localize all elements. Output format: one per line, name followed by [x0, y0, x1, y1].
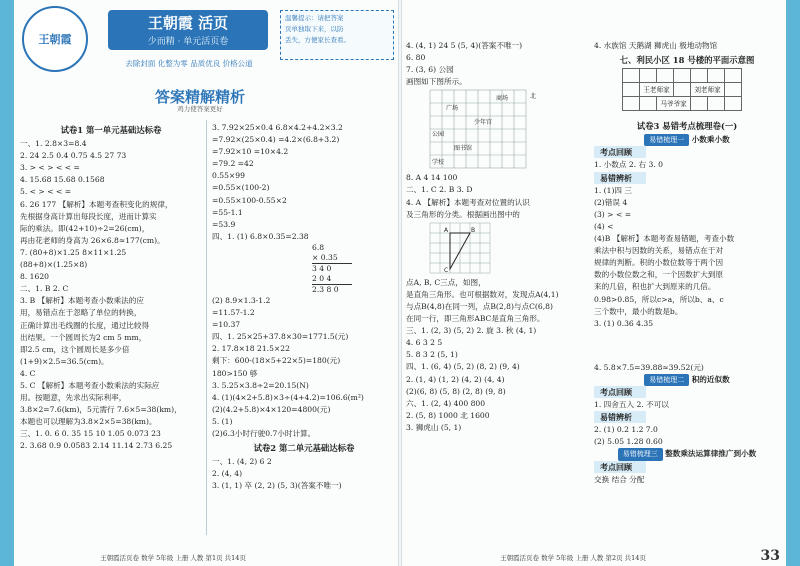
answer-line: 四、1. 25×25+37.8×30=1771.5(元) [212, 332, 349, 342]
answer-line: =10.37 [212, 320, 241, 330]
answer-line: 二、1. B 2. C [20, 284, 69, 294]
answer-line: 2. (1, 4) (1, 2) (4, 2) (4, 4) [406, 374, 505, 384]
answer-line: 3. 7.92×25×0.4 6.8×4.2+4.2×3.2 [212, 123, 343, 132]
grid-label: 图书馆 [454, 145, 473, 153]
answer-line: 二、1. C 2. B 3. D [406, 185, 473, 195]
test-title: 试卷2 第二单元基础达标卷 [253, 443, 355, 454]
answer-line: (88+8)×(1.25×8) [20, 260, 88, 270]
answer-line: 8. 1620 [20, 272, 49, 282]
answer-line: 四、1. (6, 4) (5, 2) (8, 2) (9, 4) [406, 362, 520, 372]
answer-line: 7. (3, 6) 公园 [406, 65, 454, 75]
main-title: 答案精解精析 [154, 88, 245, 106]
footer-right: 王朝霞活页卷 数学 5年级 上册 人教 第2页 共14页 [500, 554, 646, 562]
section-tag: 易错梳理一 [644, 134, 689, 146]
answer-line: 8. A 4 14 100 [406, 173, 458, 183]
brand-subtitle: 少而精 · 单元活页卷 [147, 37, 229, 47]
column-divider [206, 120, 207, 535]
answer-line: =0.55×100-0.55×2 [212, 195, 287, 205]
brand-logo: 王朝霞 [22, 6, 88, 72]
answer-line: =53.9 [212, 219, 236, 229]
room-label: 刘老师家 [691, 83, 725, 97]
answer-line: 6. 26 177 【解析】本题考查积变化的规律， [20, 199, 173, 209]
brand-slogan: 去除封面 化整为零 品质优良 价格公道 [125, 59, 253, 68]
header [18, 4, 388, 68]
answer-line: (4)B 【解析】本题考查易错题，考查小数 [594, 234, 735, 244]
answer-line: 2. 3.68 0.9 0.0583 2.14 11.14 2.73 6.25 [20, 441, 173, 451]
grid-label: 广场 [446, 105, 459, 113]
analysis-heading: 易错辨析 [594, 411, 646, 423]
answer-line: 5. C 【解析】本题考查小数乘法的实际应 [20, 380, 160, 390]
coordinate-grid [406, 88, 590, 172]
answer-line: =7.92×10 =10×4.2 [212, 147, 289, 157]
answer-line: 6. 80 [406, 53, 426, 63]
review-heading: 考点回顾 [594, 461, 646, 473]
answer-line: 3. 狮虎山 (5, 1) [406, 422, 462, 432]
answers-column-3 [406, 40, 590, 434]
grid-label: 学校 [432, 159, 445, 167]
answer-line: (2)6.3小时行驶0.7小时计算。 [212, 428, 316, 438]
answer-line: 1. (1)四 三 [594, 185, 633, 195]
answer-line: 正确计算出毛线圈的长度，通过比较得 [20, 320, 150, 330]
north-label: 北 [530, 93, 537, 101]
test-title: 试卷3 易错考点梳理卷(一) [636, 121, 738, 132]
answer-line: 1. 四舍五入 2. 不可以 [594, 400, 669, 410]
answer-line: 4. C [20, 368, 36, 378]
section-tag: 易错梳理三 [618, 448, 663, 460]
answer-line: =7.92×(25×0.4) =4.2×(6.8+3.2) [212, 135, 340, 145]
answer-line: 4. 6 3 2 5 [406, 338, 443, 348]
answer-line: 用，易错点在于忽略了单位的转换， [20, 308, 142, 318]
answer-line: 180>150 够 [212, 368, 258, 378]
answer-line: (3) > < = [594, 209, 632, 219]
review-heading: 考点回顾 [594, 146, 646, 158]
answer-line: 出结果。一个圆周长为2 cm 5 mm， [20, 332, 147, 342]
answer-line: 交换 结合 分配 [594, 474, 645, 484]
grid-label: 少年宫 [474, 119, 493, 127]
answer-line: 规律的判断。积的小数位数等于两个因 [594, 258, 724, 268]
answer-line: 六、1. (2, 4) 400 800 [406, 398, 486, 408]
answer-line: 本题也可以理解为3.8×2×5=38(km)。 [20, 417, 157, 427]
vertex-label: B [471, 226, 476, 234]
answer-line: 4. 15.68 15.68 0.1568 [20, 175, 105, 185]
vertical-calculation: 6.8 × 0.35 3 4 0 2 0 4 2.3 8 0 [212, 243, 396, 295]
answer-line: 2. 17.8×18 21.5×22 [212, 344, 290, 354]
answer-line: 3.8×2=7.6(km)，5元需行 7.6×5=38(km)， [20, 405, 182, 415]
answer-line: 3. 5.25×3.8÷2=20.15(N) [212, 380, 309, 390]
answer-line: 即2.5 cm，这个圆周长是多少倍 [20, 344, 130, 354]
answer-line: 0.55×99 [212, 171, 245, 181]
answer-line: 3. B 【解析】本题考查小数乘法的应 [20, 296, 144, 306]
triangle-figure [406, 221, 590, 277]
answer-line: 2. (5, 8) 1000 北 1600 [406, 410, 490, 420]
answer-line: 4. 水族馆 天鹅湖 狮虎山 极地动物馆 [594, 41, 718, 50]
answer-line: 在同一行，即三角形ABC是直角三角形。 [406, 314, 545, 324]
answer-line: 2. 24 2.5 0.4 0.75 4.5 27 73 [20, 151, 127, 161]
tagline: 鸡力使答案更好 [177, 105, 223, 113]
answer-line: 与点B(4,8)在同一列，点B(2,8)与点C(6,8) [406, 301, 553, 311]
answer-line: (2)错误 4 [594, 197, 628, 207]
answer-line: 先根据身高计算出每段长度，进而计算实 [20, 211, 157, 221]
answer-line: 5. (1) [212, 416, 233, 426]
answer-line: 一、1. 2.8×3=8.4 [20, 139, 87, 149]
answer-line: 4. (1)(4×2+5.8)×3÷(4+4.2)=106.6(m²) [212, 392, 364, 402]
answer-line: 7. (80+8)×1.25 8×11×1.25 [20, 247, 127, 257]
answers-column-4 [594, 40, 780, 486]
answer-line: (4) < [594, 221, 614, 231]
answer-line: 来的几倍，积也扩大到原来的几倍。 [594, 282, 716, 292]
answer-line: 三、1. 0. 6 0. 35 15 10 1.05 0.073 23 [20, 429, 161, 439]
grid-svg [428, 88, 538, 172]
right-page [400, 0, 800, 566]
answer-line: (2) 5.05 1.28 0.60 [594, 437, 663, 447]
footer-left: 王朝霞活页卷 数学 5年级 上册 人教 第1页 共14页 [100, 554, 246, 562]
answer-line: 3. (1, 1) 卒 (2, 2) (5, 3)(答案不唯一) [212, 481, 342, 491]
answer-line: 一、1. (4, 2) 6 2 [212, 457, 272, 467]
answer-line: 四、1. (1) 6.8×0.35=2.38 [212, 231, 309, 241]
floor-plan-table [594, 68, 780, 118]
answer-line: 1. 小数点 2. 右 3. 0 [594, 160, 664, 170]
answer-line: =55-1.1 [212, 207, 243, 217]
room-label: 王老师家 [640, 83, 674, 97]
analysis-heading: 易错辨析 [594, 172, 646, 184]
reminder-note: 温馨提示：请把答案 页单独取下来，以防 丢失，方便家长查看。 [280, 10, 394, 60]
answer-line: 3. > < > < < = [20, 163, 80, 173]
answer-line: (1+9)×2.5=36.5(cm)。 [20, 356, 109, 366]
answer-line: 及三角形的分类。根据画出图中的 [406, 209, 520, 219]
answer-line: =79.2 =42 [212, 159, 254, 169]
figure-title: 七、利民小区 18 号楼的平面示意图 [619, 55, 755, 66]
brand-banner [108, 10, 268, 50]
answer-line: 5. 8 3 2 (5, 1) [406, 350, 458, 360]
answer-line: 际的乘法。即(42+10)÷2=26(cm)， [20, 223, 150, 233]
answer-line: (2)(6, 8) (5, 8) (2, 8) (9, 8) [406, 386, 506, 396]
grid-label: 公园 [432, 131, 445, 139]
review-heading: 考点回顾 [594, 386, 646, 398]
vertical-calc-space [594, 330, 780, 362]
answer-line: 再由花老师的身高为 26×6.8≈177(cm)。 [20, 235, 165, 245]
answer-line: 剩下：600-(18×5+22×5)=180(元) [212, 356, 341, 366]
brand-title: 王朝霞 活页 [147, 14, 229, 32]
vertex-label: C [444, 266, 449, 274]
answer-line: =11.57-1.2 [212, 308, 255, 318]
answer-line: 0.98>0.85，所以c>a，所以b、a、c [594, 294, 724, 304]
answer-line: (2)(4.2+5.8)×4×120=4800(元) [212, 404, 331, 414]
answer-line: 画图如下图所示。 [406, 77, 467, 87]
answer-line: 点A, B, C三点，如图， [406, 277, 486, 287]
answers-column-2 [212, 122, 396, 492]
answer-line: 5. < > < < = [20, 187, 72, 197]
test-title: 试卷1 第一单元基础达标卷 [60, 125, 162, 135]
answer-line: 4. A 【解析】本题考查对位置的认识 [406, 197, 530, 207]
grid-label: 商场 [496, 95, 509, 103]
triangle-svg [426, 221, 496, 277]
answer-line: 数的小数位数之和，一个因数扩大到原 [594, 270, 724, 280]
answer-line: 2. (1) 0.2 1.2 7.0 [594, 425, 658, 435]
answers-column-1 [20, 122, 202, 453]
answer-line: 用。按题意，先求出实际利率， [20, 393, 127, 403]
answer-line: (2) 8.9×1.3-1.2 [212, 295, 271, 305]
section-topic: 积的近似数 [691, 374, 730, 384]
answer-line: =0.55×(100-2) [212, 183, 270, 193]
answer-line: 4. 5.8×7.5=39.88≈39.52(元) [594, 362, 704, 372]
answer-line: 三、1. (2, 3) (5, 2) 2. 旋 3. 秋 (4, 1) [406, 326, 537, 336]
answer-line: 2. (4, 4) [212, 469, 243, 479]
answer-line: 是直角三角形。也可根据数对，发现点A(4,1) [406, 289, 559, 299]
page-number: 33 [760, 548, 780, 564]
answer-line: 4. (4, 1) 24 5 (5, 4)(答案不唯一) [406, 41, 523, 50]
section-tag: 易错梳理二 [644, 374, 689, 386]
room-label: 马爷爷家 [657, 97, 691, 111]
vertex-label: A [444, 226, 449, 234]
section-topic: 小数乘小数 [691, 135, 730, 145]
answer-line: 乘法中积与因数的关系，易错点在于对 [594, 246, 724, 256]
section-topic: 整数乘法运算律推广到小数 [665, 449, 757, 459]
answer-line: 三个数中，最小的数是b。 [594, 306, 683, 316]
answer-line: 3. (1) 0.36 4.35 [594, 318, 654, 328]
